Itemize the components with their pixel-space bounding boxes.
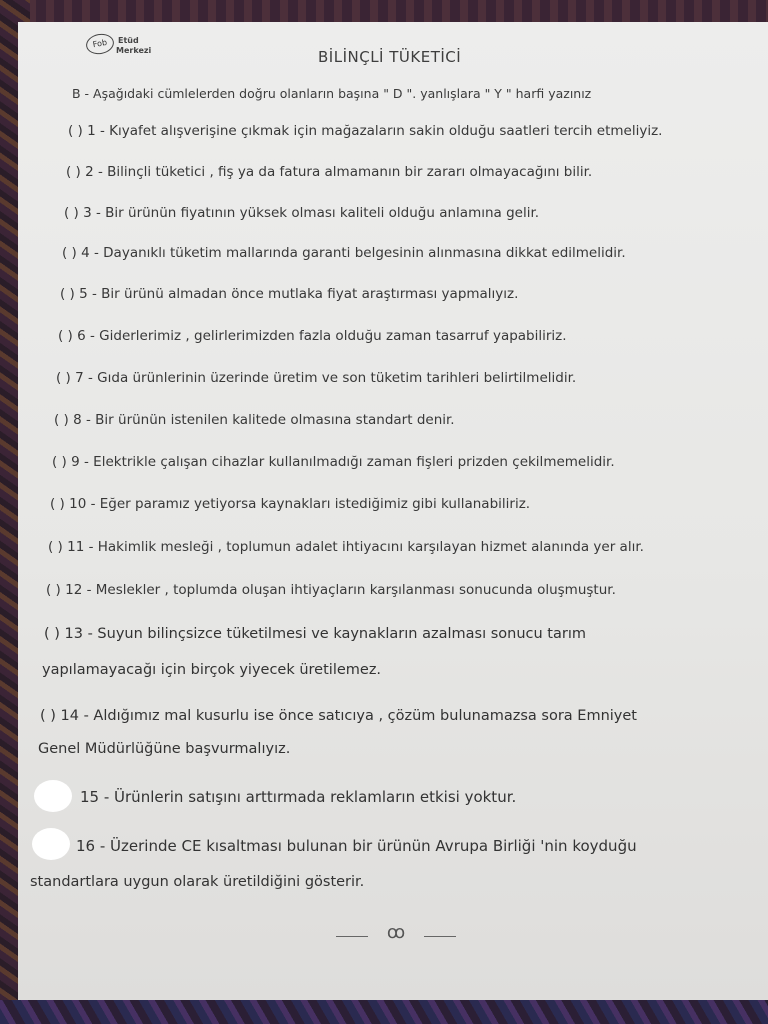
footer-ornament [336,922,456,946]
question-11: ( ) 11 - Hakimlik mesleği , toplumun adalet ihtiyacını karşılayan hizmet alanında yer alır. [48,539,644,555]
question-4: ( ) 4 - Dayanıklı tüketim mallarında garanti belgesinin alınmasına dikkat edilmelidir. [62,245,626,261]
question-16-line2: standartlara uygun olarak üretildiğini gösterir. [30,874,365,890]
instruction-text: B - Aşağıdaki cümlelerden doğru olanların başına " D ". yanlışlara " Y " harfi yazınız [72,86,592,101]
question-14-line1: ( ) 14 - Aldığımız mal kusurlu ise önce satıcıya , çözüm bulunamazsa sora Emniyet [40,708,637,724]
question-10: ( ) 10 - Eğer paramız yetiyorsa kaynakları istediğimiz gibi kullanabiliriz. [50,496,531,512]
page-title: BİLİNÇLİ TÜKETİCİ [318,48,462,66]
question-16-line1: 16 - Üzerinde CE kısaltması bulunan bir ürünün Avrupa Birliği 'nin koyduğu [76,837,637,855]
ornament-line-left [336,936,368,937]
question-9: ( ) 9 - Elektrikle çalışan cihazlar kullanılmadığı zaman fişleri prizden çekilmemelidir. [52,454,615,470]
logo-line1: Etüd [118,36,139,45]
logo-line2: Merkezi [116,46,152,55]
question-13-line1: ( ) 13 - Suyun bilinçsizce tüketilmesi ve kaynakların azalması sonucu tarım [44,626,586,642]
question-8: ( ) 8 - Bir ürünün istenilen kalitede olmasına standart denir. [54,412,455,428]
ornament-glyph: ꝏ [386,922,406,943]
question-5: ( ) 5 - Bir ürünü almadan önce mutlaka fiyat araştırması yapmalıyız. [60,286,519,302]
logo [82,30,202,70]
question-12: ( ) 12 - Meslekler , toplumda oluşan ihtiyaçların karşılanması sonucunda oluşmuştur. [46,582,616,598]
redaction-mark [32,828,70,860]
question-13-line2: yapılamayacağı için birçok yiyecek üretilemez. [42,662,382,678]
background-top [0,0,768,22]
question-7: ( ) 7 - Gıda ürünlerinin üzerinde üretim ve son tüketim tarihleri belirtilmelidir. [56,370,577,386]
background-bottom [0,1000,768,1024]
logo-badge: Fob [84,32,115,57]
question-3: ( ) 3 - Bir ürünün fiyatının yüksek olması kaliteli olduğu anlamına gelir. [64,205,540,221]
ornament-line-right [424,936,456,937]
question-1: ( ) 1 - Kıyafet alışverişine çıkmak için mağazaların sakin olduğu saatleri tercih etmeliyiz. [68,123,663,139]
question-15: 15 - Ürünlerin satışını arttırmada reklamların etkisi yoktur. [80,788,517,806]
question-6: ( ) 6 - Giderlerimiz , gelirlerimizden fazla olduğu zaman tasarruf yapabiliriz. [58,328,567,344]
question-2: ( ) 2 - Bilinçli tüketici , fiş ya da fatura almamanın bir zararı olmayacağını bilir. [66,164,593,180]
question-14-line2: Genel Müdürlüğüne başvurmalıyız. [38,741,291,757]
worksheet-paper [18,22,768,1000]
redaction-mark [34,780,72,812]
